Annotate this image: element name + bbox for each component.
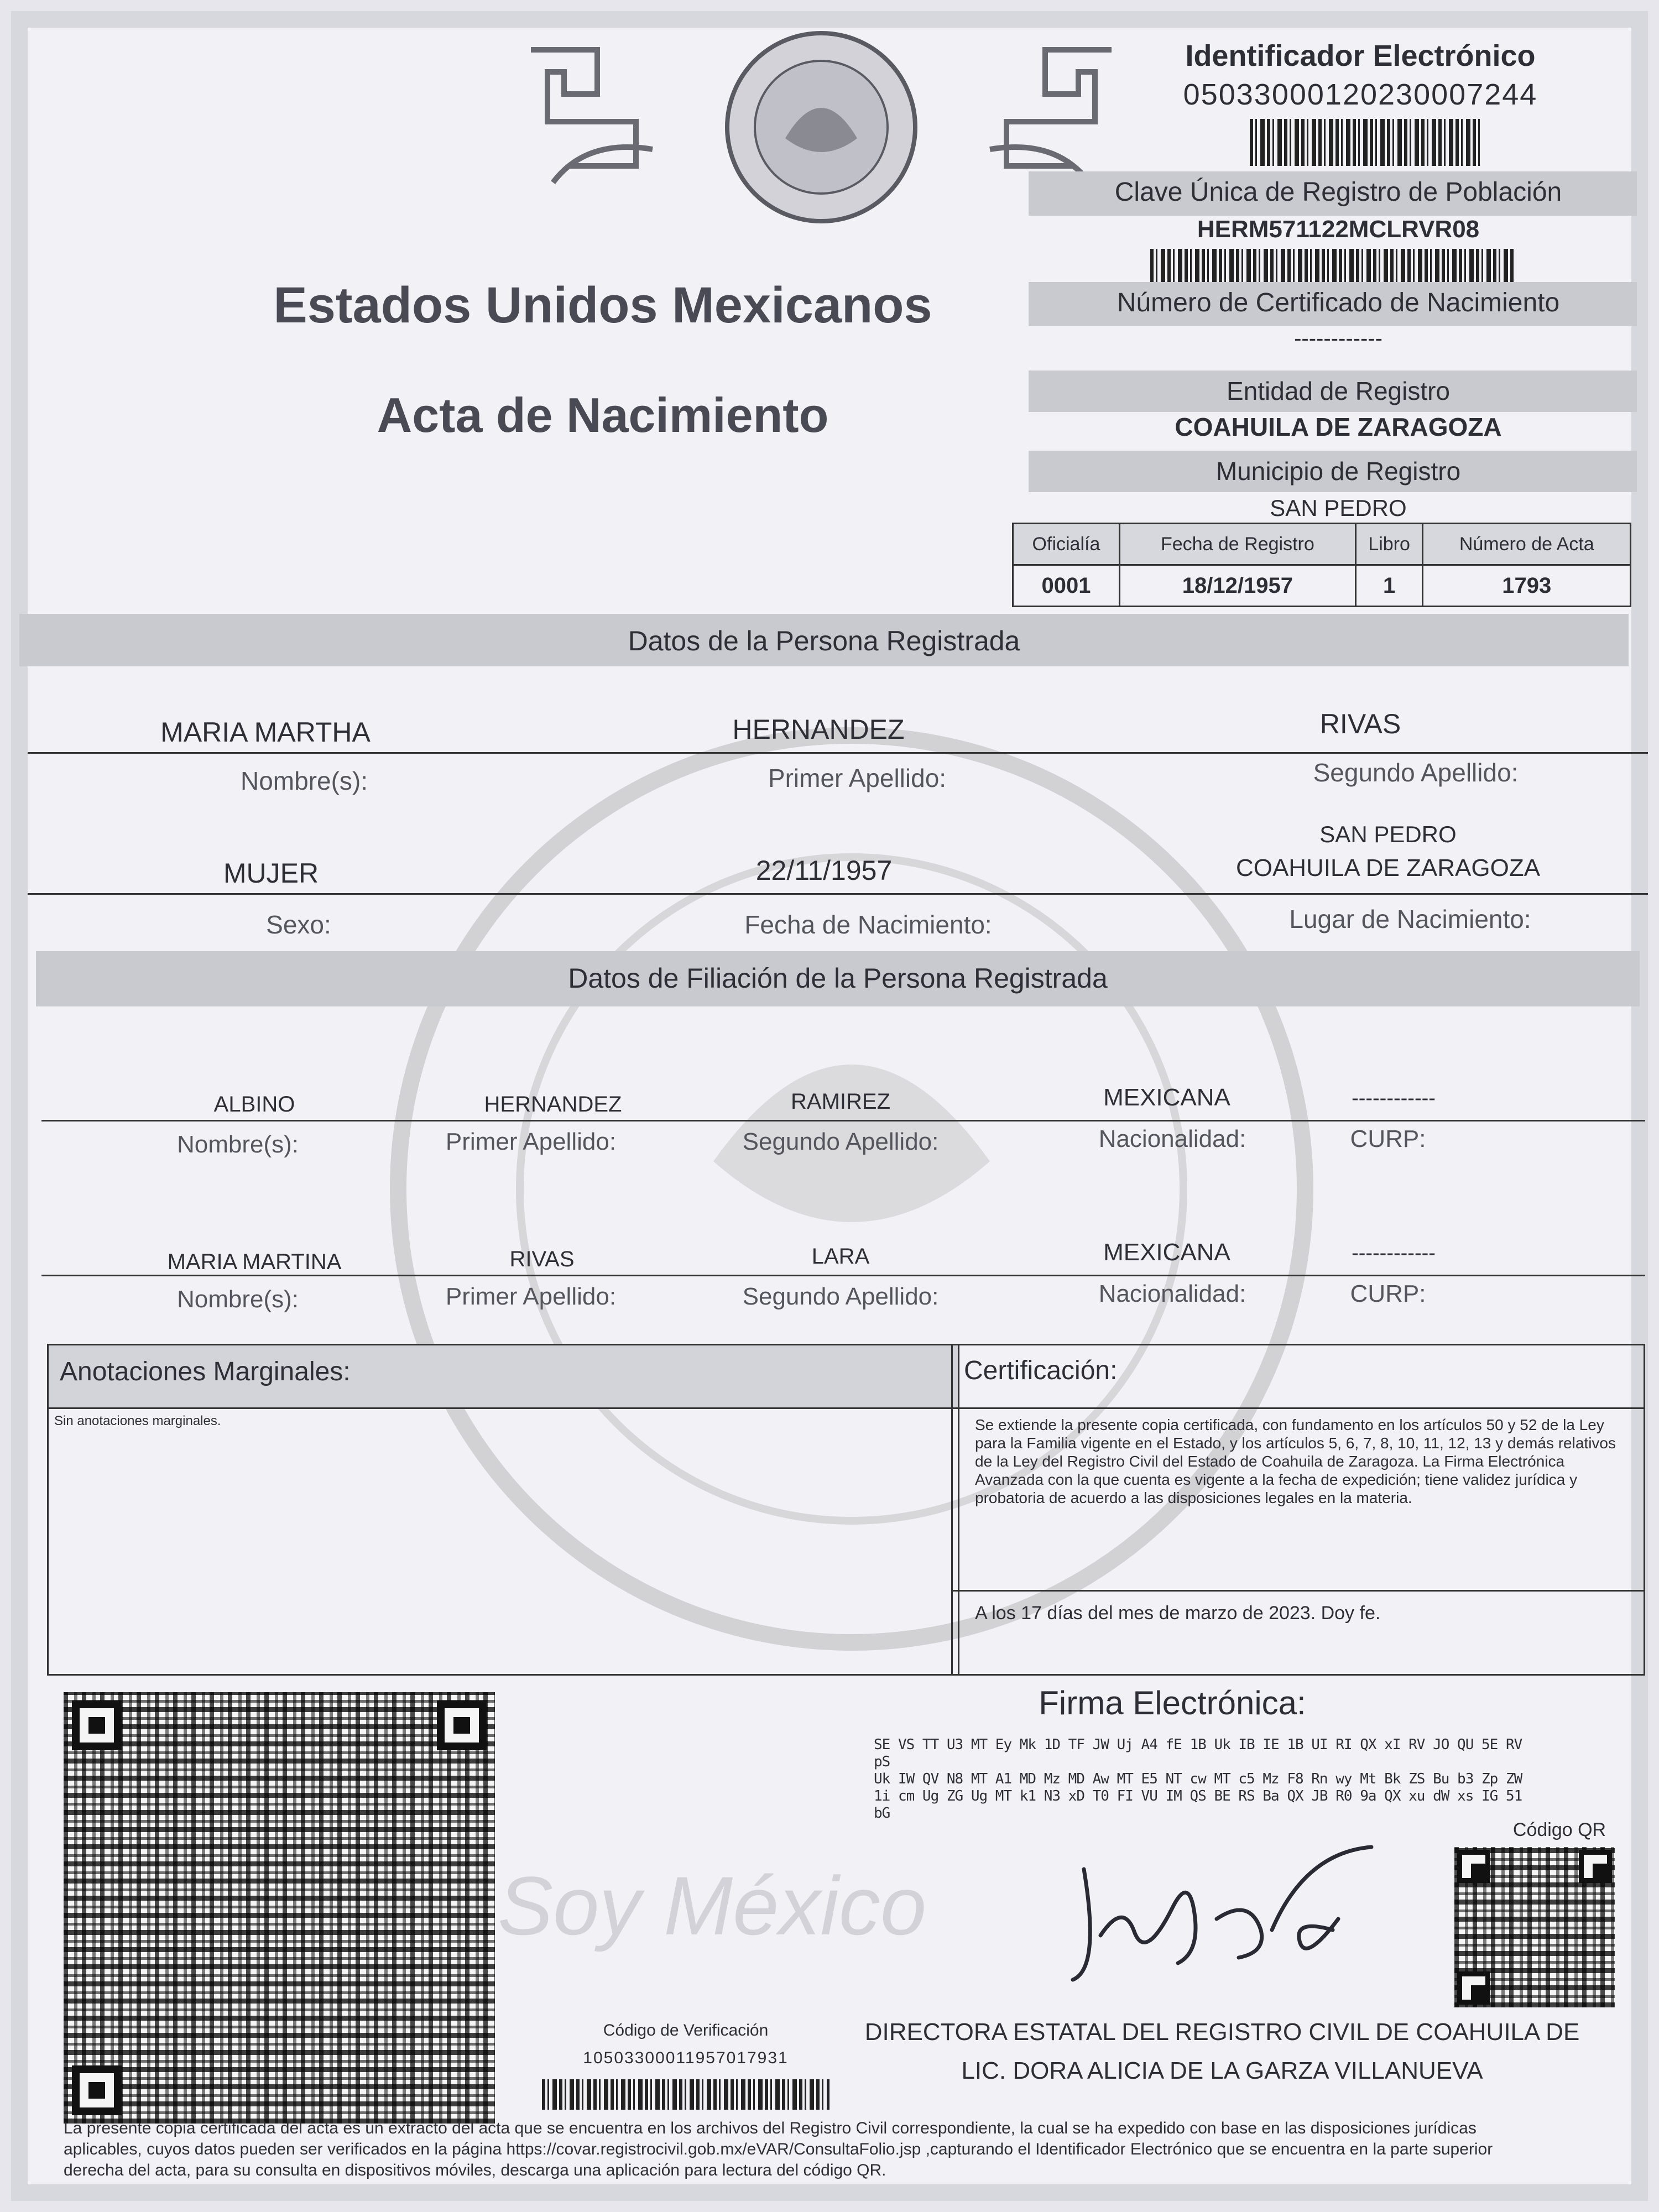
footer-line-2: aplicables, cuyos datos pueden ser verificados en la página https://covar.registrocivil.gob.mx/eVAR/ConsultaFolio.jsp ,capturando el Identificador Electrónico que se encuentra en la parte superior	[64, 2140, 1493, 2158]
soy-mexico-watermark: Soy México	[498, 1859, 927, 1952]
municipio-label: Municipio de Registro	[1215, 457, 1461, 486]
father-rule	[41, 1120, 1645, 1121]
father-label-nombre: Nombre(s):	[176, 1131, 299, 1158]
country-title: Estados Unidos Mexicanos	[273, 277, 932, 333]
registry-table	[1012, 523, 1631, 607]
label-lugar-nacimiento: Lugar de Nacimiento:	[1289, 905, 1531, 933]
father-nombre: ALBINO	[213, 1092, 295, 1117]
header-oficialia: Oficialía	[1013, 524, 1120, 565]
entidad-value: COAHUILA DE ZARAGOZA	[1175, 413, 1502, 441]
mother-nombre: MARIA MARTINA	[167, 1250, 342, 1274]
father-nacionalidad: MEXICANA	[1103, 1084, 1230, 1111]
father-segundo-apellido: RAMIREZ	[791, 1089, 890, 1114]
mother-curp: ------------	[1352, 1241, 1436, 1265]
father-curp: ------------	[1352, 1087, 1436, 1110]
mother-label-primer: Primer Apellido:	[445, 1283, 617, 1310]
annotations-title: Anotaciones Marginales:	[49, 1345, 958, 1409]
person-nombre: MARIA MARTHA	[160, 717, 371, 748]
certification-box	[951, 1344, 1645, 1676]
electronic-id-value: 05033000120230007244	[1183, 78, 1538, 111]
label-nombre: Nombre(s):	[240, 766, 368, 795]
curp-value: HERM571122MCLRVR08	[1197, 216, 1480, 243]
birth-certificate-page	[11, 11, 1648, 2201]
mother-rule	[41, 1275, 1645, 1276]
verification-qr-code	[64, 1692, 495, 2124]
small-qr-finder-1	[1457, 1850, 1490, 1883]
signature-hash-line-2: Uk IW QV N8 MT A1 MD Mz MD Aw MT E5 NT cw MT c5 Mz F8 Rn wy Mt Bk ZS Bu b3 Zp ZW	[874, 1771, 1522, 1787]
mother-segundo-apellido: LARA	[811, 1244, 870, 1269]
small-qr-finder-2	[1579, 1850, 1612, 1883]
signature-hash	[874, 1736, 1526, 1822]
person-primer-apellido: HERNANDEZ	[732, 714, 905, 745]
verification-barcode	[542, 2079, 830, 2110]
person-lugar-line2: COAHUILA DE ZARAGOZA	[1235, 854, 1541, 881]
header-fecha-registro: Fecha de Registro	[1119, 524, 1355, 565]
mother-label-segundo: Segundo Apellido:	[742, 1283, 939, 1310]
annotations-text: Sin anotaciones marginales.	[54, 1413, 221, 1428]
signature-hash-line-3: 1i cm Ug ZG Ug MT k1 N3 xD T0 FI VU IM QS BE RS Ba QX JB R0 9a QX xu dW xs IG 51 bG	[874, 1788, 1522, 1822]
mother-label-nacionalidad: Nacionalidad:	[1098, 1280, 1246, 1307]
directora-name: LIC. DORA ALICIA DE LA GARZA VILLANUEVA	[961, 2057, 1483, 2084]
certification-date: A los 17 días del mes de marzo de 2023. Doy fe.	[975, 1603, 1381, 1624]
footer-disclaimer	[64, 2118, 1623, 2181]
label-primer-apellido: Primer Apellido:	[768, 764, 947, 792]
person-segundo-apellido: RIVAS	[1319, 708, 1401, 739]
directora-title: DIRECTORA ESTATAL DEL REGISTRO CIVIL DE COAHUILA DE	[864, 2018, 1580, 2046]
father-label-nacionalidad: Nacionalidad:	[1098, 1125, 1246, 1152]
value-fecha-registro: 18/12/1957	[1119, 565, 1355, 607]
header-libro: Libro	[1355, 524, 1423, 565]
father-label-segundo: Segundo Apellido:	[742, 1128, 939, 1155]
mother-label-curp: CURP:	[1350, 1280, 1426, 1307]
municipio-value: SAN PEDRO	[1270, 495, 1407, 521]
person-fecha-nacimiento: 22/11/1957	[755, 855, 893, 886]
person-lugar-line1: SAN PEDRO	[1319, 821, 1457, 847]
curp-barcode	[1150, 249, 1515, 282]
father-label-curp: CURP:	[1350, 1125, 1426, 1152]
value-oficialia: 0001	[1013, 565, 1120, 607]
small-qr-finder-3	[1457, 1971, 1490, 2005]
qr-finder-bottom-left	[72, 2065, 122, 2115]
qr-finder-top-left	[72, 1700, 122, 1750]
annotations-box	[47, 1344, 959, 1676]
footer-line-1: La presente copia certificada del acta es un extracto del acta que se encuentra en los archivos del Registro Civil correspondiente, la cual se ha expedido con base en las disposiciones jurídicas	[64, 2119, 1477, 2137]
small-qr-label: Código QR	[1512, 1819, 1606, 1840]
certificate-number-value: ------------	[1294, 326, 1383, 351]
person-section-title: Datos de la Persona Registrada	[628, 625, 1020, 656]
person-birth-rule	[28, 893, 1648, 895]
electronic-id-label: Identificador Electrónico	[1185, 39, 1536, 72]
verification-code-label: Código de Verificación	[603, 2021, 769, 2039]
person-sexo: MUJER	[223, 858, 319, 889]
signature-hash-line-1: SE VS TT U3 MT Ey Mk 1D TF JW Uj A4 fE 1B Uk IB IE 1B UI RI QX xI RV JO QU 5E RV pS	[874, 1736, 1522, 1770]
signature-title: Firma Electrónica:	[1039, 1684, 1306, 1721]
label-fecha-nacimiento: Fecha de Nacimiento:	[744, 910, 992, 939]
certification-text: Se extiende la presente copia certificada, con fundamento en los artículos 50 y 52 de la Ley para la Familia vigente en el Estado, y los artículos 5, 6, 7, 8, 10, 11, 12, 13 y demás relativos de la Ley del Registro Civil del Estado de Coahuila de Zaragoza. La Firma Electrónica Avanzada con la que cuenta es vigente a la fecha de expedición; tiene validez jurídica y probatoria de acuerdo a las disposiciones legales en la materia.	[953, 1409, 1644, 1592]
header-numero-acta: Número de Acta	[1423, 524, 1631, 565]
handwritten-signature	[1051, 1836, 1405, 2002]
verification-code-value: 10503300011957017931	[583, 2049, 789, 2067]
id-barcode	[1250, 119, 1482, 166]
document-title: Acta de Nacimiento	[377, 388, 829, 442]
mother-nacionalidad: MEXICANA	[1103, 1239, 1230, 1266]
mother-primer-apellido: RIVAS	[509, 1247, 575, 1271]
small-qr-code	[1454, 1847, 1615, 2007]
entidad-label: Entidad de Registro	[1226, 377, 1451, 405]
label-sexo: Sexo:	[266, 910, 331, 939]
father-primer-apellido: HERNANDEZ	[484, 1092, 622, 1117]
mother-label-nombre: Nombre(s):	[176, 1286, 299, 1313]
filiation-section-title: Datos de Filiación de la Persona Registrada	[568, 963, 1108, 994]
qr-finder-top-right	[437, 1700, 487, 1750]
person-name-rule	[28, 752, 1648, 754]
certificate-number-label: Número de Certificado de Nacimiento	[1117, 288, 1560, 317]
label-segundo-apellido: Segundo Apellido:	[1313, 758, 1519, 787]
certification-title: Certificación:	[953, 1345, 1644, 1409]
father-label-primer: Primer Apellido:	[445, 1128, 617, 1155]
value-libro: 1	[1355, 565, 1423, 607]
value-numero-acta: 1793	[1423, 565, 1631, 607]
footer-line-3: derecha del acta, para su consulta en dispositivos móviles, descarga una aplicación para lectura del código QR.	[64, 2161, 886, 2179]
curp-label: Clave Única de Registro de Población	[1114, 178, 1562, 207]
